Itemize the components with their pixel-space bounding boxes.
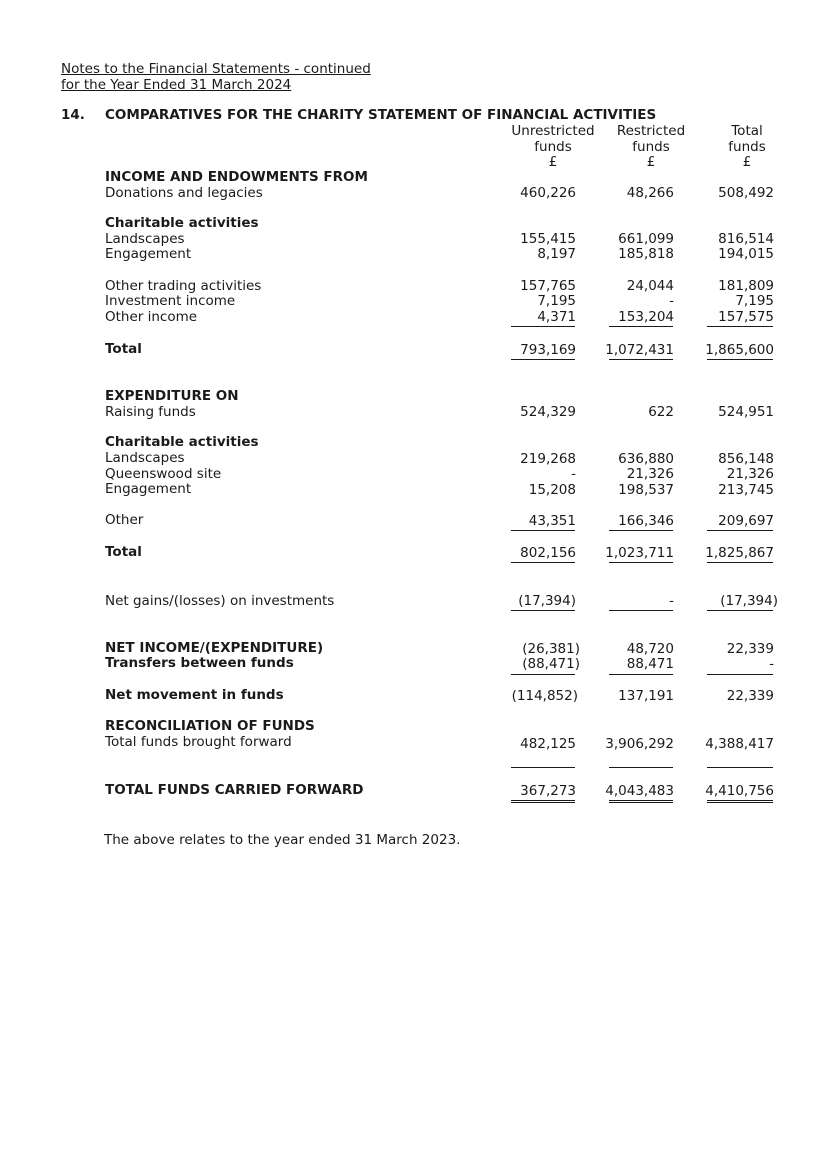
column-total-heading (692, 124, 802, 171)
section-number: 14. (61, 107, 85, 123)
cell-total: 21,326 (726, 466, 774, 482)
column-heading-line: Unrestricted (511, 123, 595, 139)
column-heading-currency: £ (646, 154, 656, 170)
cell-restricted: 1,023,711 (605, 545, 674, 561)
cell-total: 194,015 (718, 246, 774, 262)
row-label: Raising funds (105, 404, 196, 420)
row-label: Donations and legacies (105, 185, 263, 201)
income-total-label: Total (105, 341, 142, 357)
subtotal-rule (609, 767, 673, 768)
row-label: Landscapes (105, 450, 185, 466)
cell-total: 508,492 (718, 185, 774, 201)
notes-header-line2: for the Year Ended 31 March 2024 (61, 77, 292, 93)
cell-restricted: 185,818 (618, 246, 674, 262)
subtotal-rule (511, 610, 575, 611)
total-rule (609, 562, 673, 563)
total-rule (609, 359, 673, 360)
subtotal-rule (609, 674, 673, 675)
row-label: Other (105, 512, 144, 528)
net-movement-label: Net movement in funds (105, 687, 284, 703)
cell-total: 22,339 (726, 688, 774, 704)
row-label: Landscapes (105, 231, 185, 247)
subtotal-rule (707, 530, 773, 531)
subtotal-rule (609, 530, 673, 531)
cell-restricted: 48,720 (626, 641, 674, 657)
cell-total: 4,410,756 (705, 783, 774, 799)
cell-unrestricted: - (571, 466, 576, 482)
expenditure-charitable-heading: Charitable activities (105, 434, 259, 450)
net-income-label: NET INCOME/(EXPENDITURE) (105, 640, 324, 656)
cell-total: - (769, 656, 774, 672)
cell-restricted: 24,044 (626, 278, 674, 294)
subtotal-rule (707, 674, 773, 675)
double-rule (609, 800, 673, 803)
cell-restricted: 137,191 (618, 688, 674, 704)
cell-unrestricted: (114,852) (511, 688, 578, 704)
subtotal-rule (511, 767, 575, 768)
subtotal-rule (707, 767, 773, 768)
cell-total: 7,195 (735, 293, 774, 309)
income-heading: INCOME AND ENDOWMENTS FROM (105, 169, 368, 185)
cell-unrestricted: (26,381) (522, 641, 580, 657)
cell-total: 856,148 (718, 451, 774, 467)
cell-unrestricted: 367,273 (520, 783, 576, 799)
row-label: Other income (105, 309, 198, 325)
cell-unrestricted: 15,208 (528, 482, 576, 498)
subtotal-rule (707, 326, 773, 327)
column-heading-line: funds (728, 138, 766, 155)
cell-unrestricted: 793,169 (520, 342, 576, 358)
total-rule (511, 562, 575, 563)
transfers-label: Transfers between funds (105, 655, 294, 671)
column-heading-line: funds (632, 138, 670, 155)
cell-unrestricted: 802,156 (520, 545, 576, 561)
double-rule (511, 800, 575, 803)
cell-unrestricted: (88,471) (522, 656, 580, 672)
subtotal-rule (511, 674, 575, 675)
cell-total: 157,575 (718, 309, 774, 325)
footnote: The above relates to the year ended 31 March 2023. (104, 832, 461, 848)
expenditure-total-label: Total (105, 544, 142, 560)
cell-unrestricted: 155,415 (520, 231, 576, 247)
cell-total: (17,394) (720, 593, 778, 609)
section-title: COMPARATIVES FOR THE CHARITY STATEMENT OF FINANCIAL ACTIVITIES (105, 107, 657, 123)
total-rule (511, 359, 575, 360)
cell-restricted: 622 (648, 404, 674, 420)
cell-restricted: 1,072,431 (605, 342, 674, 358)
cell-restricted: 21,326 (626, 466, 674, 482)
income-charitable-heading: Charitable activities (105, 215, 259, 231)
cell-restricted: 48,266 (626, 185, 674, 201)
row-label: Engagement (105, 246, 192, 262)
cell-restricted: 3,906,292 (605, 736, 674, 752)
cell-unrestricted: 4,371 (537, 309, 576, 325)
column-heading-currency: £ (548, 154, 558, 170)
cell-restricted: 636,880 (618, 451, 674, 467)
column-unrestricted-heading (498, 124, 608, 171)
row-label: Other trading activities (105, 278, 262, 294)
cell-total: 1,865,600 (705, 342, 774, 358)
expenditure-heading: EXPENDITURE ON (105, 388, 239, 404)
row-label: Queenswood site (105, 466, 222, 482)
cell-total: 4,388,417 (705, 736, 774, 752)
reconciliation-heading: RECONCILIATION OF FUNDS (105, 718, 315, 734)
subtotal-rule (511, 326, 575, 327)
cell-unrestricted: 524,329 (520, 404, 576, 420)
cell-total: 209,697 (718, 513, 774, 529)
carried-forward-label: TOTAL FUNDS CARRIED FORWARD (105, 782, 364, 798)
subtotal-rule (609, 610, 673, 611)
cell-unrestricted: 460,226 (520, 185, 576, 201)
cell-restricted: - (669, 293, 674, 309)
cell-restricted: 166,346 (618, 513, 674, 529)
column-heading-line: Total (731, 123, 763, 139)
cell-unrestricted: 219,268 (520, 451, 576, 467)
cell-restricted: 198,537 (618, 482, 674, 498)
subtotal-rule (609, 326, 673, 327)
cell-total: 213,745 (718, 482, 774, 498)
row-label: Engagement (105, 481, 192, 497)
subtotal-rule (511, 530, 575, 531)
cell-total: 816,514 (718, 231, 774, 247)
cell-total: 22,339 (726, 641, 774, 657)
cell-unrestricted: 482,125 (520, 736, 576, 752)
column-heading-currency: £ (742, 154, 752, 170)
cell-total: 1,825,867 (705, 545, 774, 561)
cell-unrestricted: 157,765 (520, 278, 576, 294)
cell-restricted: 88,471 (626, 656, 674, 672)
double-rule (707, 800, 773, 803)
row-label: Net gains/(losses) on investments (105, 593, 335, 609)
column-heading-line: funds (534, 138, 572, 155)
column-heading-line: Restricted (616, 123, 686, 139)
cell-total: 181,809 (718, 278, 774, 294)
cell-unrestricted: 8,197 (537, 246, 576, 262)
total-rule (707, 359, 773, 360)
row-label: Investment income (105, 293, 236, 309)
cell-restricted: 4,043,483 (605, 783, 674, 799)
column-restricted-heading (596, 124, 706, 171)
notes-header-line1: Notes to the Financial Statements - continued (61, 61, 371, 77)
total-rule (707, 562, 773, 563)
cell-unrestricted: 7,195 (537, 293, 576, 309)
cell-restricted: 661,099 (618, 231, 674, 247)
cell-unrestricted: (17,394) (518, 593, 576, 609)
cell-unrestricted: 43,351 (528, 513, 576, 529)
cell-total: 524,951 (718, 404, 774, 420)
subtotal-rule (707, 610, 773, 611)
cell-restricted: 153,204 (618, 309, 674, 325)
cell-restricted: - (669, 593, 674, 609)
row-label: Total funds brought forward (105, 734, 292, 750)
